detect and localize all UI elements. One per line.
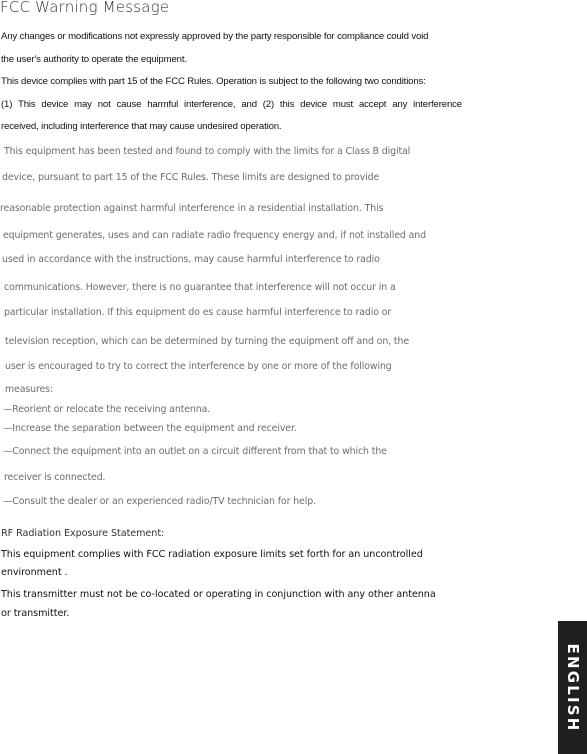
- measure-item: —Reorient or relocate the receiving antenna.: [3, 404, 211, 415]
- class-b-line: equipment generates, uses and can radiate radio frequency energy and, if not installed and: [3, 230, 426, 241]
- rf-heading: RF Radiation Exposure Statement:: [1, 528, 165, 539]
- class-b-line: television reception, which can be determined by turning the equipment off and on, the: [5, 336, 410, 347]
- measure-item: receiver is connected.: [4, 472, 106, 483]
- rf-line: This equipment complies with FCC radiation exposure limits set forth for an uncontrolled: [1, 549, 423, 560]
- rf-line: This transmitter must not be co-located or operating in conjunction with any other antenna: [1, 589, 436, 600]
- notice-line: Any changes or modifications not expressly approved by the party responsible for compliance could void: [1, 31, 429, 42]
- class-b-line: particular installation. If this equipment do es cause harmful interference to radio or: [4, 307, 392, 318]
- notice-line: the user's authority to operate the equipment.: [1, 54, 187, 65]
- class-b-line: This equipment has been tested and found to comply with the limits for a Class B digital: [4, 146, 411, 157]
- class-b-line: user is encouraged to try to correct the interference by one or more of the following: [5, 361, 392, 372]
- rf-line: environment .: [1, 567, 68, 578]
- class-b-line: measures:: [5, 384, 54, 395]
- language-tab: [558, 621, 587, 754]
- language-tab-label: ENGLISH: [563, 642, 582, 733]
- measure-item: —Consult the dealer or an experienced radio/TV technician for help.: [3, 496, 316, 507]
- rf-line: or transmitter.: [1, 608, 70, 619]
- class-b-line: communications. However, there is no guarantee that interference will not occur in a: [4, 282, 396, 293]
- notice-line: (1) This device may not cause harmful interference, and (2) this device must accept any interference: [1, 99, 462, 110]
- measure-item: —Increase the separation between the equipment and receiver.: [3, 423, 297, 434]
- notice-line: received, including interference that may cause undesired operation.: [1, 121, 282, 132]
- class-b-line: device, pursuant to part 15 of the FCC Rules. These limits are designed to provide: [2, 172, 380, 183]
- class-b-line: used in accordance with the instructions, may cause harmful interference to radio: [2, 254, 380, 265]
- class-b-line: reasonable protection against harmful interference in a residential installation. This: [0, 203, 384, 214]
- page-title: FCC Warning Message: [0, 0, 170, 16]
- notice-line: This device complies with part 15 of the FCC Rules. Operation is subject to the following two conditions:: [1, 76, 426, 87]
- measure-item: —Connect the equipment into an outlet on a circuit different from that to which the: [3, 446, 387, 457]
